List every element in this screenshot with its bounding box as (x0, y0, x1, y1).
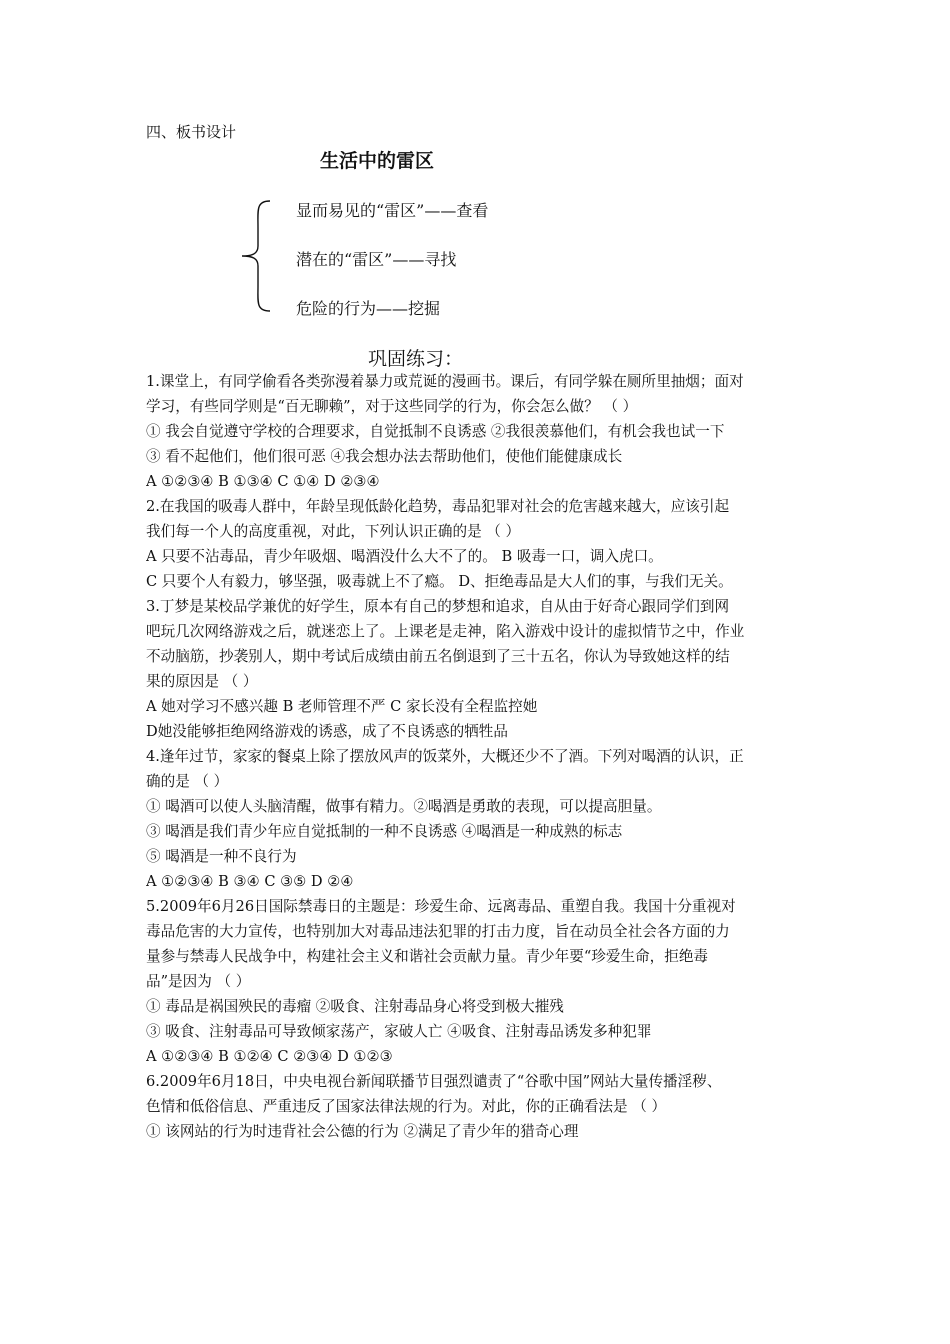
curly-brace-icon (236, 198, 276, 314)
text-line: 2.在我国的吸毒人群中，年龄呈现低龄化趋势，毒品犯罪对社会的危害越来越大，应该引起 (146, 498, 730, 515)
text-line: ① 该网站的行为时违背社会公德的行为 ②满足了青少年的猎奇心理 (146, 1123, 579, 1140)
text-line: ⑤ 喝酒是一种不良行为 (146, 848, 297, 865)
text-line: 吧玩几次网络游戏之后，就迷恋上了。上课老是走神，陷入游戏中设计的虚拟情节之中，作业 (146, 623, 745, 640)
text-line: 不动脑筋，抄袭别人，期中考试后成绩由前五名倒退到了三十五名，你认为导致她这样的结 (146, 648, 730, 665)
text-line: 确的是 （ ） (146, 773, 229, 790)
text-line: 5.2009年6月26日国际禁毒日的主题是：珍爱生命、远离毒品、重塑自我。我国十分重视对 (146, 898, 736, 915)
text-line: 3.丁梦是某校品学兼优的好学生，原本有自己的梦想和追求，自从由于好奇心跟同学们到网 (146, 598, 730, 615)
text-line: ① 我会自觉遵守学校的合理要求，自觉抵制不良诱惑 ②我很羡慕他们，有机会我也试一下 (146, 423, 725, 440)
text-line: 学习，有些同学则是“百无聊赖”，对于这些同学的行为，你会怎么做？ （ ） (146, 398, 638, 415)
text-line: ① 喝酒可以使人头脑清醒，做事有精力。②喝酒是勇敢的表现，可以提高胆量。 (146, 798, 662, 815)
text-line: A ①②③④ B ③④ C ③⑤ D ②④ (146, 873, 354, 890)
text-line: D她没能够拒绝网络游戏的诱惑，成了不良诱惑的牺牲品 (146, 723, 508, 740)
text-line: 量参与禁毒人民战争中，构建社会主义和谐社会贡献力量。青少年要“珍爱生命，拒绝毒 (146, 948, 709, 965)
text-line: ① 毒品是祸国殃民的毒瘤 ②吸食、注射毒品身心将受到极大摧残 (146, 998, 564, 1015)
section-heading: 四、板书设计 (146, 123, 237, 141)
text-line: ③ 看不起他们，他们很可恶 ④我会想办法去帮助他们，使他们能健康成长 (146, 448, 623, 465)
text-line: 色情和低俗信息、严重违反了国家法律法规的行为。对此，你的正确看法是 （ ） (146, 1098, 667, 1115)
board-item-hidden: 潜在的“雷区”——寻找 (296, 250, 457, 269)
text-line: 果的原因是 （ ） (146, 673, 258, 690)
text-line: 1.课堂上，有同学偷看各类弥漫着暴力或荒诞的漫画书。课后，有同学躲在厕所里抽烟；面对 (146, 373, 744, 390)
board-item-dangerous: 危险的行为——挖掘 (296, 299, 441, 318)
text-line: 4.逢年过节，家家的餐桌上除了摆放风声的饭菜外，大概还少不了酒。下列对喝酒的认识，正 (146, 748, 744, 765)
text-line: A 她对学习不感兴趣 B 老师管理不严 C 家长没有全程监控她 (146, 698, 538, 715)
practice-title: 巩固练习： (368, 348, 464, 370)
text-line: ③ 吸食、注射毒品可导致倾家荡产，家破人亡 ④吸食、注射毒品诱发多种犯罪 (146, 1023, 652, 1040)
text-line: 我们每一个人的高度重视，对此，下列认识正确的是 （ ） (146, 523, 521, 540)
text-line: 6.2009年6月18日，中央电视台新闻联播节目强烈谴责了“谷歌中国”网站大量传播淫秽、 (146, 1073, 722, 1090)
text-line: C 只要个人有毅力，够坚强，吸毒就上不了瘾。 D、拒绝毒品是大人们的事，与我们无关。 (146, 573, 733, 590)
text-line: A ①②③④ B ①③④ C ①④ D ②③④ (146, 473, 380, 490)
text-line: 品”是因为 （ ） (146, 973, 251, 990)
text-line: ③ 喝酒是我们青少年应自觉抵制的一种不良诱惑 ④喝酒是一种成熟的标志 (146, 823, 623, 840)
board-title: 生活中的雷区 (320, 150, 435, 172)
text-line: 毒品危害的大力宣传，也特别加大对毒品违法犯罪的打击力度，旨在动员全社会各方面的力 (146, 923, 730, 940)
board-item-obvious: 显而易见的“雷区”——查看 (296, 201, 489, 220)
text-line: A ①②③④ B ①②④ C ②③④ D ①②③ (146, 1048, 393, 1065)
practice-questions (146, 369, 812, 1144)
text-line: A 只要不沾毒品，青少年吸烟、喝酒没什么大不了的。 B 吸毒一口，调入虎口。 (146, 548, 663, 565)
